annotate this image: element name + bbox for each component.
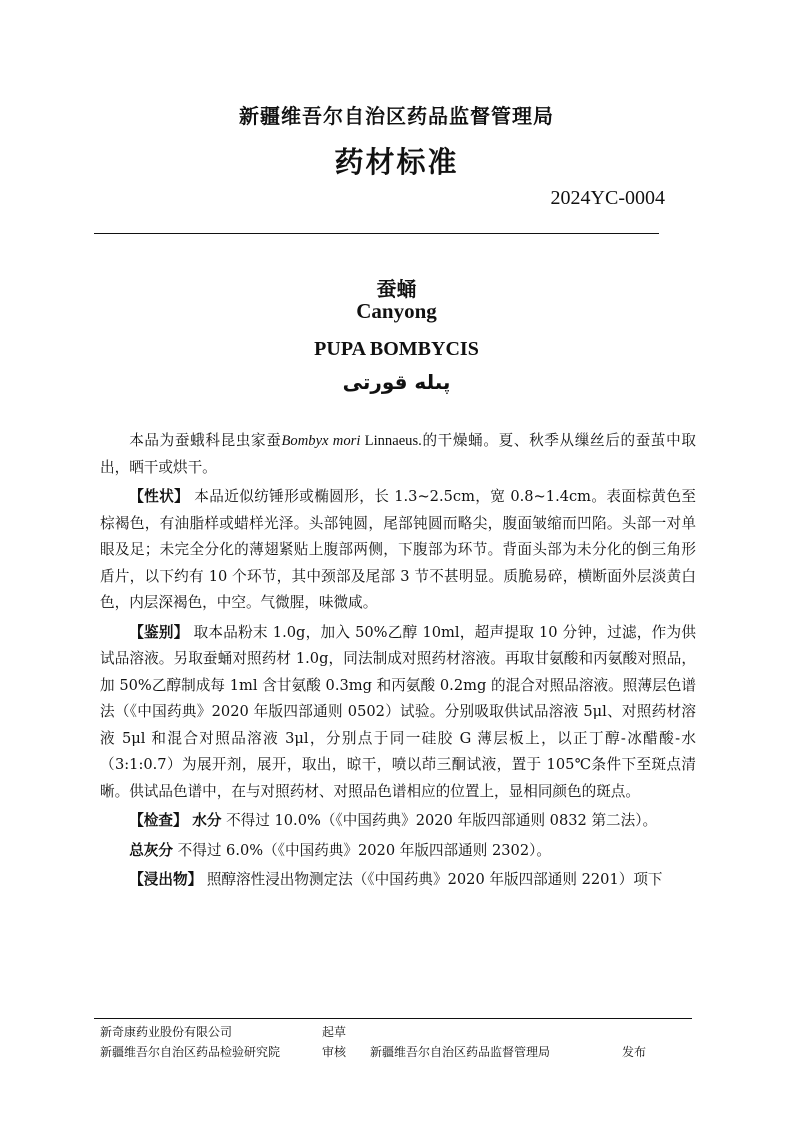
ash-text: 不得过 6.0%（《中国药典》2020 年版四部通则 2302）。 — [177, 841, 551, 859]
identification-text: 取本品粉末 1.0g，加入 50%乙醇 10ml，超声提取 10 分钟，过滤，作为供试品溶液。另取蚕蛹对照药材 1.0g，同法制成对照药材溶液。再取甘氨酸和丙氨酸对照品，加 50%乙醇制成每 1ml 含甘氨酸 0.3mg 和丙氨酸 0.2mg 的混合对照品溶液。照薄层色谱法（《中国药典》2020 年版四部通则 0502）试验。分别吸取供试品溶液 5μl、对照药材溶液 5μl 和混合对照品溶液 3μl，分别点于同一硅胶 G 薄层板上，以正丁醇-冰醋酸-水（3:1:0.7）为展开剂，展开，取出，晾干，喷以茚三酮试液，置于 105℃条件下至斑点清晰。供试品色谱中，在与对照药材、对照品色谱相应的位置上，显相同颜色的斑点。 — [100, 623, 696, 800]
document-type: 药材标准 — [334, 145, 459, 179]
title-chinese: 蚕蛹 — [376, 277, 417, 301]
monograph-body — [100, 428, 696, 897]
publish-label: 发布 — [622, 1045, 647, 1059]
moisture-text: 不得过 10.0%（《中国药典》2020 年版四部通则 0832 第二法）。 — [226, 812, 658, 829]
title-latin: PUPA BOMBYCIS — [314, 338, 479, 360]
moisture-label: 水分 — [192, 812, 222, 829]
examination-heading: 【检查】 — [129, 812, 188, 829]
intro-after: Linnaeus.的干燥蛹。夏、秋季从缫丝后的蚕茧中取出，晒干或烘干。 — [100, 433, 696, 476]
agency-name: 新疆维吾尔自治区药品监督管理局 — [239, 104, 554, 128]
publisher-name: 新疆维吾尔自治区药品监督管理局 — [370, 1045, 551, 1059]
intro-paragraph — [100, 428, 696, 481]
identification-paragraph — [100, 620, 696, 806]
characters-heading: 【性状】 — [129, 488, 190, 505]
examination-paragraph — [100, 808, 696, 835]
footer-review-row — [100, 1042, 700, 1062]
footer-draft-row — [100, 1022, 700, 1042]
ash-paragraph — [100, 838, 696, 865]
draft-label: 起草 — [322, 1025, 347, 1039]
footer-divider — [94, 1018, 692, 1019]
identification-heading: 【鉴别】 — [129, 623, 189, 641]
intro-before: 本品为蚕蛾科昆虫家蚕 — [129, 432, 282, 449]
extractives-text: 照醇溶性浸出物测定法（《中国药典》2020 年版四部通则 2201）项下 — [206, 871, 663, 888]
characters-paragraph — [100, 484, 696, 617]
reviewer-name: 新疆维吾尔自治区药品检验研究院 — [100, 1045, 281, 1059]
extractives-heading: 【浸出物】 — [129, 871, 203, 888]
footer — [100, 1022, 700, 1062]
species-name: Bombyx mori — [281, 433, 361, 449]
review-label: 审核 — [322, 1045, 347, 1059]
characters-text: 本品近似纺锤形或椭圆形，长 1.3~2.5cm，宽 0.8~1.4cm。表面棕黄色至棕褐色，有油脂样或蜡样光泽。头部钝圆，尾部钝圆而略尖，腹面皱缩而凹陷。头部一对单眼及足；未完全分化的薄翅紧贴上腹部两侧，下腹部为环节。背面头部为未分化的倒三角形盾片，以下约有 10 个环节，其中颈部及尾部 3 节不甚明显。质脆易碎，横断面外层淡黄白色，内层深褐色，中空。气微腥，味微咸。 — [100, 488, 696, 611]
title-pinyin: Canyong — [356, 299, 437, 323]
standard-number: 2024YC-0004 — [550, 187, 665, 209]
extractives-paragraph — [100, 867, 696, 894]
title-uyghur: پىلە قورتى — [342, 370, 451, 394]
header-divider — [94, 233, 659, 234]
ash-label: 总灰分 — [129, 841, 173, 859]
drafter-name: 新奇康药业股份有限公司 — [100, 1025, 233, 1039]
